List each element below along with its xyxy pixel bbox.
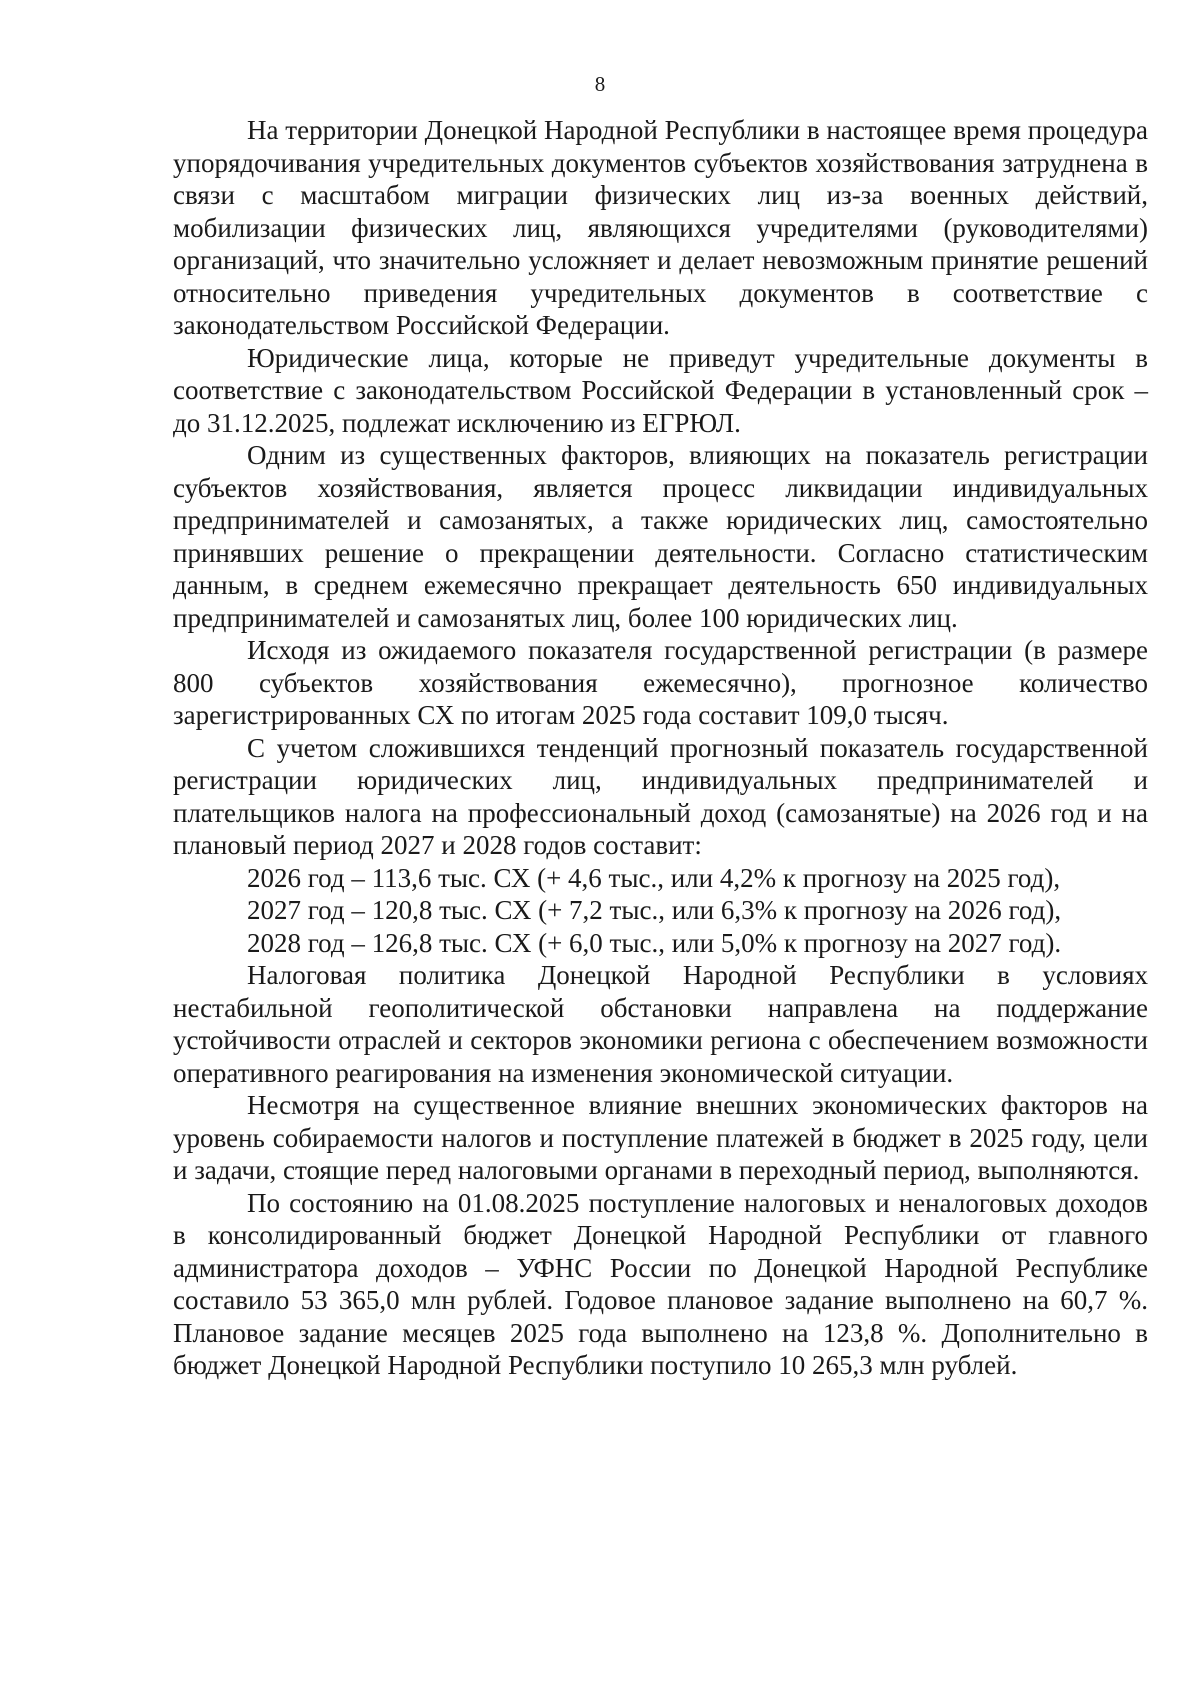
- paragraph-forecast-intro: С учетом сложившихся тенденций прогнозный показатель государственной регистрации юридических лиц, индивидуальных предпринимателей и плательщиков налога на профессиональный доход (самозанятые) на 2026 год и на плановый период 2027 и 2028 годов составит:: [173, 732, 1148, 860]
- paragraph-registration-forecast-2025: Исходя из ожидаемого показателя государственной регистрации (в размере 800 субъектов хозяйствования ежемесячно), прогнозное количество зарегистрированных СХ по итогам 2025 года составит 109,0 тысяч.: [173, 635, 1148, 730]
- paragraph-tax-policy: Налоговая политика Донецкой Народной Республики в условиях нестабильной геополитической обстановки направлена на поддержание устойчивости отраслей и секторов экономики региона с обеспечением возможности оперативного реагирования на изменения экономической ситуации.: [173, 960, 1148, 1088]
- paragraph-liquidation-factors: Одним из существенных факторов, влияющих на показатель регистрации субъектов хозяйствования, является процесс ликвидации индивидуальных предпринимателей и самозанятых, а также юридических лиц, самостоятельно принявших решение о прекращении деятельности. Согласно статистическим данным, в среднем ежемесячно прекращает деятельность 650 индивидуальных предпринимателей и самозанятых лиц, более 100 юридических лиц.: [173, 440, 1148, 633]
- paragraph-registration-difficulty: На территории Донецкой Народной Республики в настоящее время процедура упорядочивания учредительных документов субъектов хозяйствования затруднена в связи с масштабом миграции физических лиц из-за военных действий, мобилизации физических лиц, являющихся учредителями (руководителями) организаций, что значительно усложняет и делает невозможным принятие решений относительно приведения учредительных документов в соответствие с законодательством Российской Федерации.: [173, 115, 1148, 340]
- document-body: [173, 114, 1148, 1382]
- forecast-line-2028: 2028 год – 126,8 тыс. СХ (+ 6,0 тыс., или 5,0% к прогнозу на 2027 год).: [247, 927, 1062, 958]
- forecast-line-2026: 2026 год – 113,6 тыс. СХ (+ 4,6 тыс., или 4,2% к прогнозу на 2025 год),: [247, 862, 1061, 893]
- page-number: 8: [594, 72, 606, 96]
- paragraph-legal-entities-deadline: Юридические лица, которые не приведут учредительные документы в соответствие с законодательством Российской Федерации в установленный срок – до 31.12.2025, подлежат исключению из ЕГРЮЛ.: [173, 342, 1148, 438]
- paragraph-tax-collection-goals: Несмотря на существенное влияние внешних экономических факторов на уровень собираемости налогов и поступление платежей в бюджет в 2025 году, цели и задачи, стоящие перед налоговыми органами в переходный период, выполняются.: [173, 1090, 1148, 1185]
- forecast-line-2027: 2027 год – 120,8 тыс. СХ (+ 7,2 тыс., или 6,3% к прогнозу на 2026 год),: [247, 895, 1062, 925]
- paragraph-budget-revenue: По состоянию на 01.08.2025 поступление налоговых и неналоговых доходов в консолидированный бюджет Донецкой Народной Республики от главного администратора доходов – УФНС России по Донецкой Народной Республике составило 53 365,0 млн рублей. Годовое плановое задание выполнено на 60,7 %. Плановое задание месяцев 2025 года выполнено на 123,8 %. Дополнительно в бюджет Донецкой Народной Республики поступило 10 265,3 млн рублей.: [173, 1187, 1148, 1380]
